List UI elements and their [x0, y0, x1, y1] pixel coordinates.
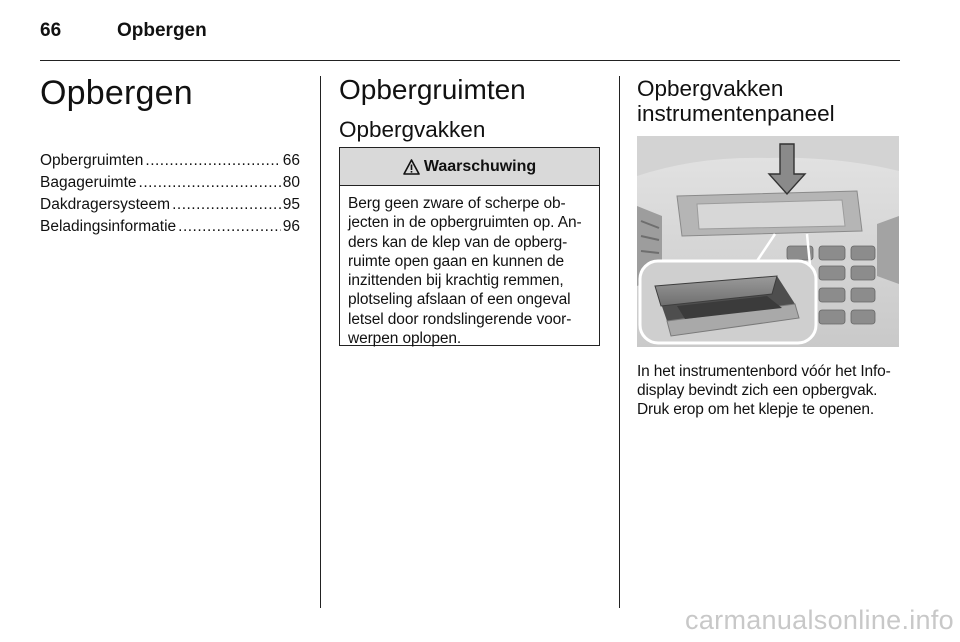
warning-line: jecten in de opbergruimten op. An- [348, 214, 582, 232]
illustration-caption [637, 362, 909, 419]
running-header-title: Opbergen [117, 20, 207, 41]
toc-entry-page: 95 [282, 196, 300, 213]
toc-leader-dots [139, 172, 281, 194]
title-line: Opbergvakken [637, 76, 784, 101]
warning-line: werpen oplopen. [348, 330, 462, 348]
toc-entry-label: Bagageruimte [40, 174, 137, 191]
warning-triangle-icon [403, 159, 420, 175]
toc-leader-dots [178, 216, 281, 238]
caption-line: Druk erop om het klepje te openen. [637, 401, 875, 418]
warning-text [340, 186, 599, 348]
warning-line: Berg geen zware of scherpe ob- [348, 195, 566, 212]
toc-entry[interactable] [40, 194, 300, 216]
caption-line: display bevindt zich een opbergvak. [637, 382, 878, 399]
title-line: instrumentenpaneel [637, 101, 835, 126]
toc-entry[interactable] [40, 172, 300, 194]
toc-entry-page: 80 [282, 174, 300, 191]
toc-entry-label: Dakdragersysteem [40, 196, 171, 213]
toc-entry[interactable] [40, 216, 300, 238]
warning-line: letsel door rondslingerende voor- [348, 310, 572, 328]
section-title: Opbergruimten [339, 74, 526, 105]
warning-line: plotseling afslaan of een ongeval [348, 291, 571, 309]
page-number: 66 [40, 20, 62, 41]
toc-entry-page: 66 [282, 152, 300, 169]
subsection-title: Opbergvakken [339, 117, 486, 142]
warning-box [339, 147, 600, 346]
toc-entry-label: Opbergruimten [40, 152, 144, 169]
chapter-title: Opbergen [40, 74, 193, 112]
toc-entry[interactable] [40, 150, 300, 172]
warning-heading: Waarschuwing [423, 157, 537, 175]
warning-line: ruimte open gaan en kunnen de [348, 252, 564, 270]
toc-leader-dots [172, 194, 281, 216]
table-of-contents [40, 150, 300, 238]
column-divider-right [619, 76, 620, 608]
caption-line: In het instrumentenbord vóór het Info- [637, 363, 891, 380]
warning-header [340, 148, 599, 186]
header-rule [40, 60, 900, 61]
storage-section-title [637, 76, 907, 126]
warning-line: inzittenden bij krachtig remmen, [348, 272, 564, 290]
toc-leader-dots [145, 150, 280, 172]
toc-entry-label: Beladingsinformatie [40, 218, 177, 235]
column-divider-left [320, 76, 321, 608]
watermark: carmanualsonline.info [685, 605, 954, 635]
instrument-panel-storage-illustration [637, 136, 899, 347]
warning-line: ders kan de klep van de opberg- [348, 233, 568, 251]
toc-entry-page: 96 [282, 218, 300, 235]
